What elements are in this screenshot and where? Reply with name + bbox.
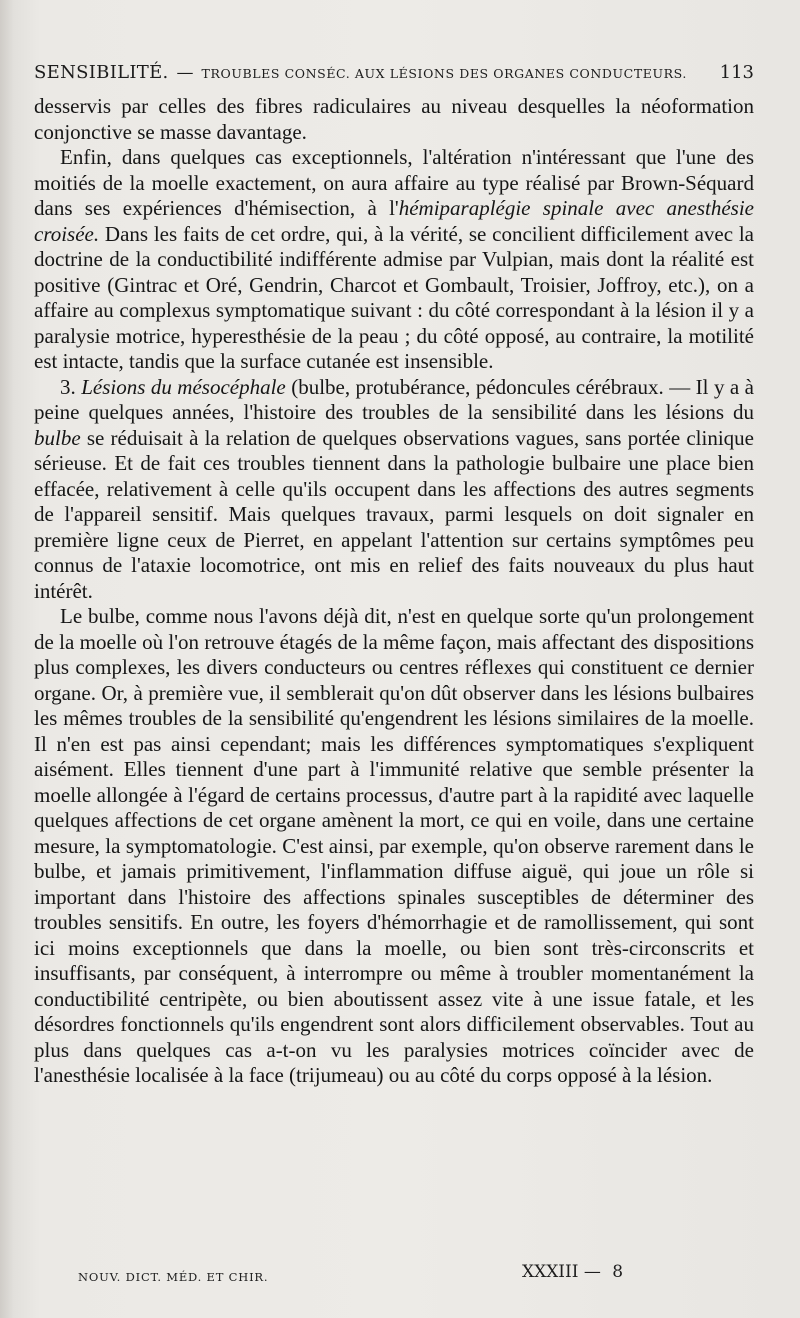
text-segment: Enfin, dans quelques cas exceptionnels, l'altération n'intéressant que l'une des moitiés de la moelle exactement, on aura affaire au type réalisé par Brown-Séquard dans ses expériences d'hémisection, à l' <box>34 145 754 220</box>
text-segment: se réduisait à la relation de quelques observations vagues, sans portée clinique sérieuse. Et de fait ces troubles tiennent dans la pathologie bulbaire une place bien effacée, relativement à celle qu'ils occupent dans les affections des autres segments de l'appareil sensitif. Mais quelques travaux, parmi lesquels on doit signaler en première ligne ceux de Pierret, en appelant l'attention sur certains symptômes peu connus de l'ataxie locomotrice, ont mis en relief des faits nouveaux du plus haut intérêt. <box>34 425 754 603</box>
footer-sheet: 8 <box>612 1262 624 1282</box>
footer-volume: XXXIII <box>522 1262 579 1282</box>
text-segment: desservis par celles des fibres radiculaires au niveau desquelles la néoformation conjonctive se masse davantage. <box>34 94 754 144</box>
text-segment: Le bulbe, comme nous l'avons déjà dit, n'est en quelque sorte qu'un prolongement de la moelle où l'on retrouve étagés de la même façon, mais affectant des dispositions plus complexes, les divers conducteurs ou centres réflexes qui constituent ce dernier organe. Or, à première vue, il semblerait qu'on dût observer dans les lésions bulbaires les mêmes troubles de la sensibilité qu'engendrent les lésions similaires de la moelle. Il n'en est pas ainsi cependant; mais les différences symptomatiques s'expliquent aisément. Elles tiennent d'une part à l'immunité relative que semble présenter la moelle allongée à l'égard de certains processus, d'autre part à la rapidité avec laquelle quelques affections de cet organe amènent la mort, ce qui en voile, dans une certaine mesure, la symptomatologie. C'est ainsi, par exemple, qu'on observe rarement dans le bulbe, et jamais primitivement, l'inflammation diffuse aiguë, qui joue un rôle si important dans l'histoire des affections spinales susceptibles de déterminer des troubles sensitifs. En outre, les foyers d'hémorrhagie et de ramollissement, qui sont ici moins exceptionnels que dans la moelle, ou bien sont très-circonscrits et insuffisants, par conséquent, à interrompre ou même à troubler momentanément la conductibilité centripète, ou bien aboutissent assez vite à une issue fatale, et les désordres fonctionnels qu'ils engendrent sont alors difficilement observables. Tout au plus dans quelques cas a-t-on vu les paralysies motrices coïncider avec de l'anesthésie localisée à la face (trijumeau) ou au côté du corps opposé à la lésion. <box>34 604 754 1087</box>
paragraph <box>34 604 754 1089</box>
footer-publication: NOUV. DICT. MÉD. ET CHIR. <box>78 1270 269 1284</box>
text-segment: (bulbe, protubérance, pédoncules cérébraux. — Il y a à peine quelques années, l'histoire des troubles de la sensibilité dans les lésions du <box>34 374 755 424</box>
paragraph <box>34 94 754 145</box>
body-text <box>34 94 754 1089</box>
running-header <box>34 62 754 83</box>
header-title: SENSIBILITÉ. <box>34 62 169 83</box>
italic-text-segment: bulbe <box>34 425 81 450</box>
footer-signature <box>522 1262 623 1282</box>
header-subtitle: TROUBLES CONSÉC. AUX LÉSIONS DES ORGANES CONDUCTEURS. <box>201 66 687 81</box>
paragraph <box>34 145 754 375</box>
header-separator: — <box>176 63 194 83</box>
text-segment: Dans les faits de cet ordre, qui, à la vérité, se concilient difficilement avec la doctrine de la conductibilité indifférente admise par Vulpian, mais dont la réalité est positive (Gintrac et Oré, Gendrin, Charcot et Gombault, Troisier, Joffroy, etc.), on a affaire au complexus symptomatique suivant : du côté correspondant à la lésion il y a paralysie motrice, hyperesthésie de la peau ; du côté opposé, au contraire, la motilité est intacte, tandis que la surface cutanée est insensible. <box>34 221 754 373</box>
text-segment: 3. <box>60 374 82 399</box>
page-number: 113 <box>719 62 754 83</box>
italic-text-segment: Lésions du mésocéphale <box>81 374 286 399</box>
footer-separator: — <box>583 1262 601 1282</box>
italic-text-segment: hémiparaplégie spinale avec anesthésie croisée. <box>34 196 754 246</box>
paragraph <box>34 375 754 605</box>
